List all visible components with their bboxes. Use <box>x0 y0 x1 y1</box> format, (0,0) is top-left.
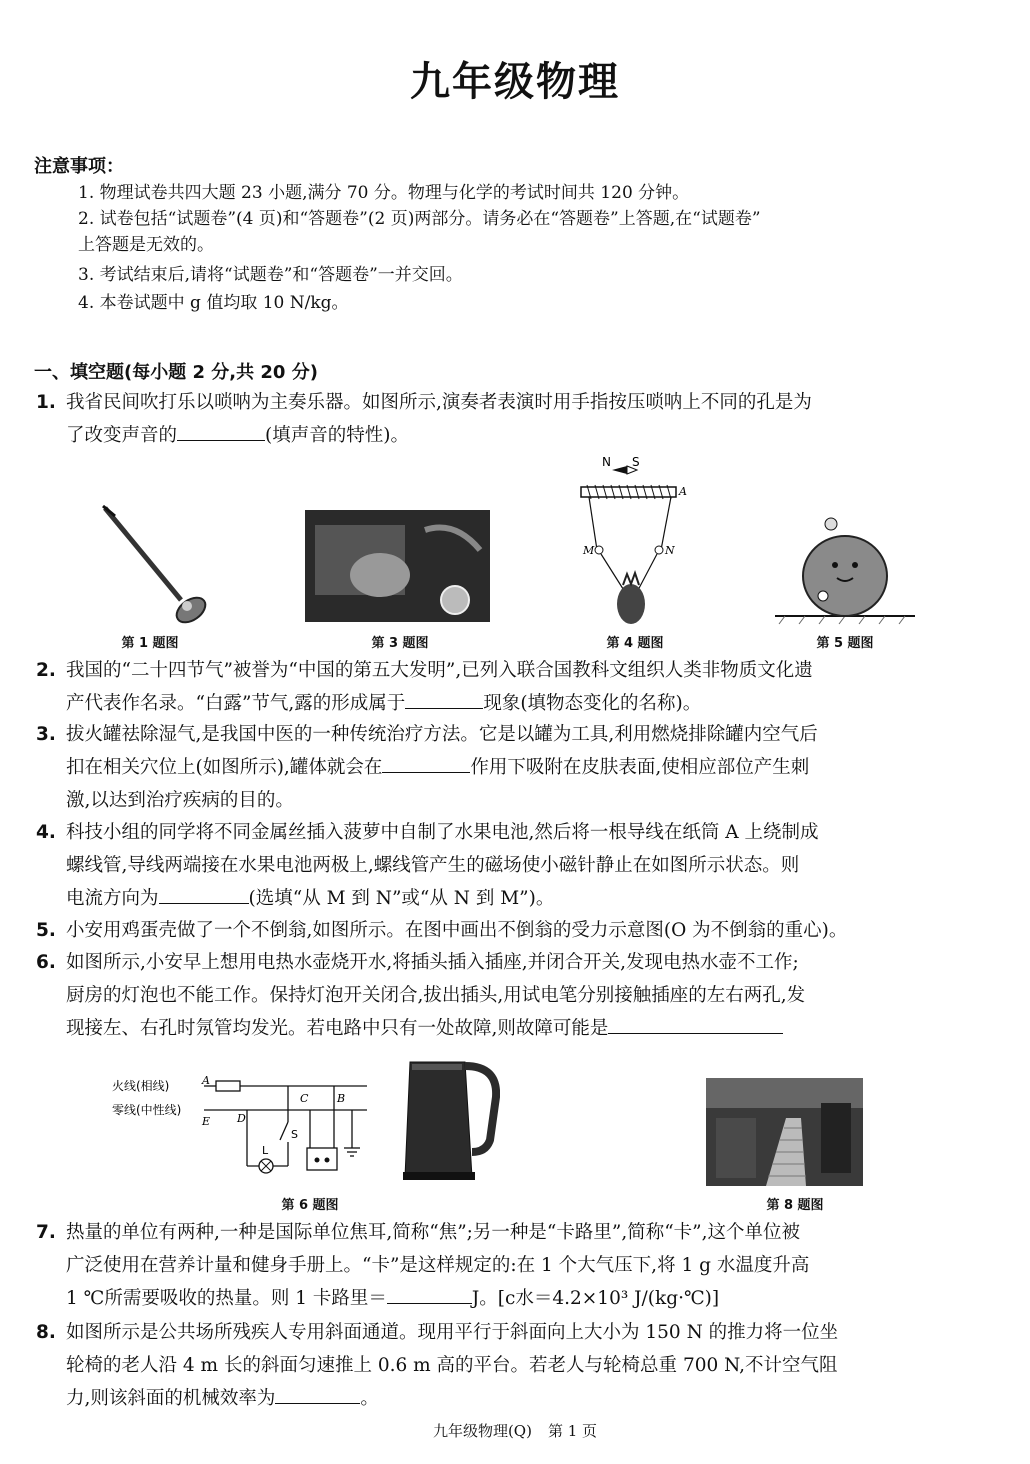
question-text: 拔火罐祛除湿气,是我国中医的一种传统治疗方法。它是以罐为工具,利用燃烧排除罐内空气后 <box>66 724 818 745</box>
question-text: 广泛使用在营养计量和健身手册上。“卡”是这样规定的:在 1 个大气压下,将 1 g 水温度升高 <box>66 1255 810 1276</box>
point-m-label: M <box>583 544 595 557</box>
footer-title: 九年级物理(Q) <box>432 1422 532 1440</box>
tube-a-label: A <box>679 485 687 498</box>
figure-caption-5: 第 5 题图 <box>816 636 874 651</box>
pineapple <box>617 584 645 624</box>
ramp-figure <box>706 1078 863 1186</box>
kettle-figure <box>400 1052 500 1184</box>
neutral-wire-label: 零线(中性线) <box>112 1103 182 1117</box>
magnet-n-label: N <box>602 455 611 469</box>
question-8 <box>36 1316 996 1415</box>
cupping-figure <box>305 510 490 622</box>
answer-blank[interactable] <box>177 439 265 441</box>
question-5 <box>36 914 996 947</box>
question-text: 科技小组的同学将不同金属丝插入菠萝中自制了水果电池,然后将一根导线在纸筒 A 上绕制成 <box>66 822 819 843</box>
question-3 <box>36 718 996 817</box>
suona-figure <box>95 500 215 628</box>
question-text: 螺线管,导线两端接在水果电池两极上,螺线管产生的磁场使小磁针静止在如图所示状态。则 <box>66 855 800 876</box>
answer-blank[interactable] <box>405 707 483 709</box>
question-text: 电流方向为 <box>66 888 159 909</box>
page-footer <box>0 1420 1030 1441</box>
point-n-label: N <box>665 544 675 557</box>
notice-heading: 注意事项： <box>34 156 124 177</box>
point-a-label: A <box>202 1074 210 1087</box>
notice-item-2: 2. 试卷包括“试题卷”(4 页)和“答题卷”(2 页)两部分。请务必在“答题卷”上答题,在“试题卷” <box>78 209 761 229</box>
answer-blank[interactable] <box>275 1402 360 1404</box>
live-wire-label: 火线(相线) <box>112 1079 170 1093</box>
question-number: 5. <box>36 920 56 941</box>
question-text: 热量的单位有两种,一种是国际单位焦耳,简称“焦”;另一种是“卡路里”,简称“卡”,这个单位被 <box>66 1222 801 1243</box>
figure-caption-6: 第 6 题图 <box>281 1198 339 1213</box>
answer-blank[interactable] <box>159 902 249 904</box>
question-text: 产代表作名录。“白露”节气,露的形成属于 <box>66 693 406 714</box>
question-number: 4. <box>36 822 56 843</box>
question-number: 8. <box>36 1322 56 1343</box>
answer-blank[interactable] <box>608 1032 783 1034</box>
answer-blank[interactable] <box>382 771 470 773</box>
figure-caption-1: 第 1 题图 <box>121 636 179 651</box>
question-number: 3. <box>36 724 56 745</box>
question-text: 。 <box>360 1388 379 1409</box>
question-text: (填声音的特性)。 <box>265 425 409 446</box>
switch-label: S <box>291 1128 298 1141</box>
notice-item-3: 3. 考试结束后,请将“试题卷”和“答题卷”一并交回。 <box>78 265 463 285</box>
question-7 <box>36 1216 996 1315</box>
question-text: 作用下吸附在皮肤表面,使相应部位产生刺 <box>470 757 810 778</box>
solenoid-figure <box>575 452 700 627</box>
figure-caption-3: 第 3 题图 <box>371 636 429 651</box>
notice-item-2-cont: 上答题是无效的。 <box>78 235 214 255</box>
notice-item-4: 4. 本卷试题中 g 值均取 10 N/kg。 <box>78 293 349 313</box>
question-text: 如图所示,小安早上想用电热水壶烧开水,将插头插入插座,并闭合开关,发现电热水壶不工作; <box>66 952 799 973</box>
question-2 <box>36 654 996 720</box>
notice-item-1: 1. 物理试卷共四大题 23 小题,满分 70 分。物理与化学的考试时间共 120 分钟。 <box>78 183 690 203</box>
question-text: (选填“从 M 到 N”或“从 N 到 M”)。 <box>248 888 555 909</box>
answer-blank[interactable] <box>387 1302 472 1304</box>
circuit-figure <box>112 1070 377 1188</box>
switch <box>280 1122 288 1140</box>
page-title: 九年级物理 <box>410 59 620 105</box>
point-b-label: B <box>337 1092 346 1105</box>
question-number: 1. <box>36 392 56 413</box>
question-number: 7. <box>36 1222 56 1243</box>
question-text: 现接左、右孔时氖管均发光。若电路中只有一处故障,则故障可能是 <box>66 1018 609 1039</box>
question-text: 小安用鸡蛋壳做了一个不倒翁,如图所示。在图中画出不倒翁的受力示意图(O 为不倒翁的重心)。 <box>66 920 848 941</box>
tumbler-figure <box>775 510 915 628</box>
magnet-s-label: S <box>632 455 640 469</box>
question-1 <box>36 386 996 452</box>
question-text: 扣在相关穴位上(如图所示),罐体就会在 <box>66 757 383 778</box>
question-text: 力,则该斜面的机械效率为 <box>66 1388 276 1409</box>
figure-caption-4: 第 4 题图 <box>606 636 664 651</box>
question-number: 2. <box>36 660 56 681</box>
question-number: 6. <box>36 952 56 973</box>
question-4 <box>36 816 996 915</box>
socket <box>307 1148 337 1170</box>
point-c-label: C <box>300 1092 309 1105</box>
question-text: 1 ℃所需要吸收的热量。则 1 卡路里＝ <box>66 1288 387 1309</box>
fuse <box>216 1081 240 1091</box>
section-heading: 一、填空题(每小题 2 分,共 20 分) <box>34 362 318 383</box>
question-text: 现象(填物态变化的名称)。 <box>483 693 702 714</box>
question-text: 我国的“二十四节气”被誉为“中国的第五大发明”,已列入联合国教科文组织人类非物质文化遗 <box>66 660 813 681</box>
question-text: J。[c水＝4.2×10³ J/(kg·℃)] <box>471 1288 720 1309</box>
point-e-label: E <box>202 1115 211 1128</box>
question-text: 如图所示是公共场所残疾人专用斜面通道。现用平行于斜面向上大小为 150 N 的推力将一位坐 <box>66 1322 839 1343</box>
page-number: 第 1 页 <box>547 1422 598 1440</box>
question-text: 了改变声音的 <box>66 425 178 446</box>
question-text: 厨房的灯泡也不能工作。保持灯泡开关闭合,拔出插头,用试电笔分别接触插座的左右两孔,发 <box>66 985 806 1006</box>
question-6 <box>36 946 996 1045</box>
figure-caption-8: 第 8 题图 <box>766 1198 824 1213</box>
question-text: 激,以达到治疗疾病的目的。 <box>66 790 294 811</box>
lamp-label: L <box>262 1144 269 1157</box>
egg-tumbler <box>803 536 887 616</box>
question-text: 轮椅的老人沿 4 m 长的斜面匀速推上 0.6 m 高的平台。若老人与轮椅总重 700 N,不计空气阻 <box>66 1355 838 1376</box>
question-text: 我省民间吹打乐以唢呐为主奏乐器。如图所示,演奏者表演时用手指按压唢呐上不同的孔是为 <box>66 392 812 413</box>
point-d-label: D <box>237 1112 246 1125</box>
